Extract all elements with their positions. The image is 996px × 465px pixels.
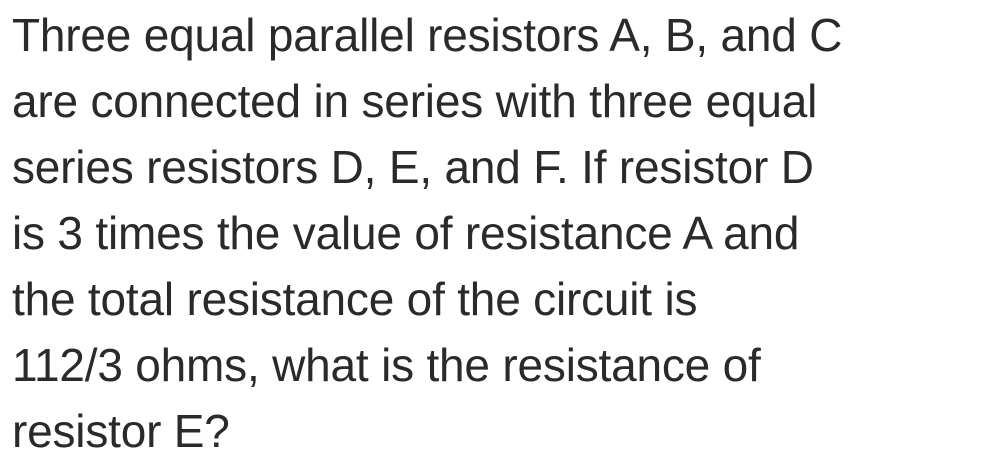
question-text	[12, 2, 987, 464]
question-line-2: are connected in series with three equal	[12, 75, 818, 127]
question-line-3: series resistors D, E, and F. If resistor D	[12, 141, 814, 193]
question-line-5: the total resistance of the circuit is	[12, 273, 698, 325]
question-line-6: 112/3 ohms, what is the resistance of	[12, 339, 761, 391]
question-line-7: resistor E?	[12, 405, 230, 457]
question-line-1: Three equal parallel resistors A, B, and C	[12, 9, 843, 61]
question-line-4: is 3 times the value of resistance A and	[12, 207, 800, 259]
